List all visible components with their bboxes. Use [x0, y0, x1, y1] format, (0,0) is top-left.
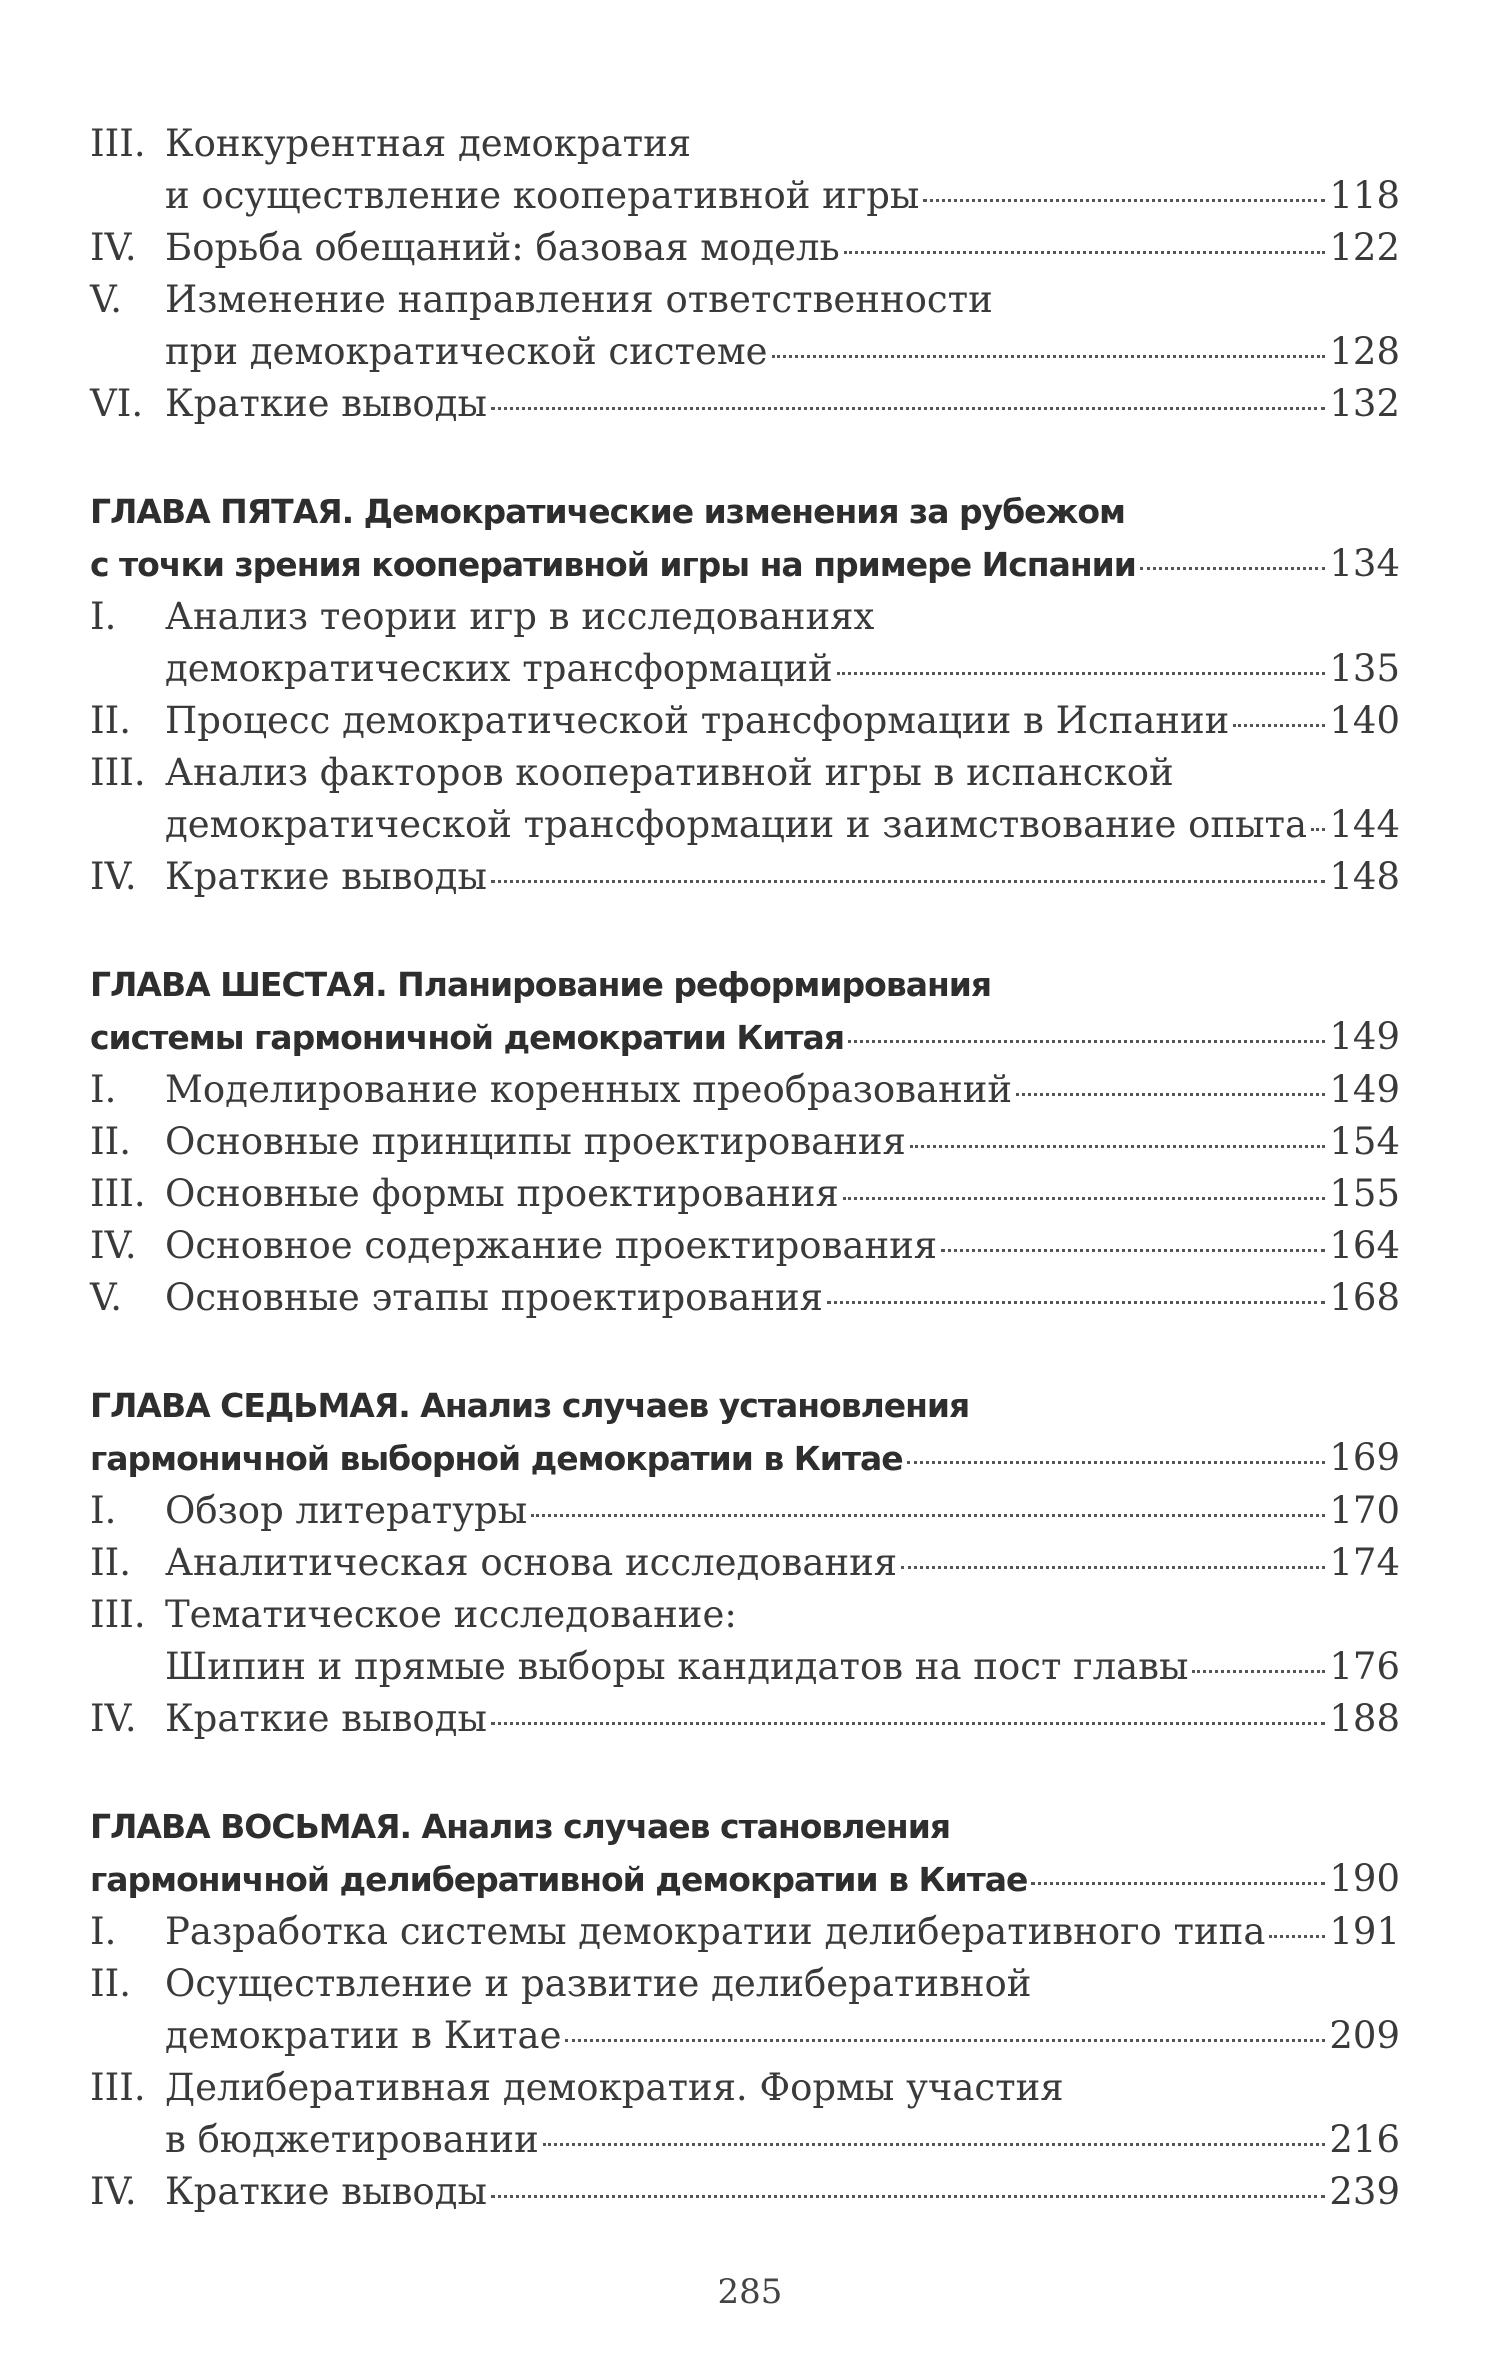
- leader-dots: [491, 1722, 1325, 1725]
- entry-page-number: 191: [1329, 1910, 1400, 1953]
- leader-dots: [910, 1145, 1326, 1148]
- entry-title: Анализ теории игр в исследованиях: [165, 595, 875, 638]
- toc-entry: [90, 591, 1400, 695]
- entry-title: Обзор литературы: [165, 1489, 528, 1532]
- entry-page-number: 118: [1329, 174, 1400, 217]
- toc-entry-line: [90, 1116, 1400, 1168]
- chapter-heading-text: гармоничной делиберативной демократии в Китае: [90, 1860, 1028, 1899]
- entry-page-number: 216: [1329, 2118, 1400, 2161]
- toc-section: [90, 1801, 1400, 2218]
- toc-entry: [90, 2166, 1400, 2218]
- entry-title: Основные принципы проектирования: [165, 1120, 906, 1163]
- entry-page-number: 188: [1329, 1697, 1400, 1740]
- entry-number: IV.: [90, 1224, 137, 1267]
- toc-entry: [90, 1220, 1400, 1272]
- toc-section: [90, 1380, 1400, 1745]
- entry-number: IV.: [90, 855, 137, 898]
- entry-title: Изменение направления ответственности: [165, 278, 993, 321]
- toc-entry-line: [90, 274, 1400, 326]
- entry-number: II.: [90, 1541, 131, 1584]
- toc-entry-line: [90, 591, 1400, 643]
- entry-number: III.: [90, 751, 146, 794]
- entry-title: Шипин и прямые выборы кандидатов на пост главы: [165, 1645, 1189, 1688]
- toc-entry-line: [90, 1589, 1400, 1641]
- entry-number: III.: [90, 2066, 146, 2109]
- toc-entry-line: [90, 2166, 1400, 2218]
- chapter-heading-text: с точки зрения кооперативной игры на примере Испании: [90, 545, 1136, 584]
- leader-dots: [1269, 1935, 1325, 1938]
- toc-entry-line: [90, 851, 1400, 903]
- entry-number: II.: [90, 699, 131, 742]
- entry-page-number: 132: [1329, 382, 1400, 425]
- leader-dots: [827, 1301, 1325, 1304]
- entry-title: Краткие выводы: [165, 1697, 487, 1740]
- entry-title: Тематическое исследование:: [165, 1593, 737, 1636]
- chapter-page-number: 169: [1329, 1436, 1400, 1479]
- entry-number: V.: [90, 278, 123, 321]
- toc-entry-line: [90, 326, 1400, 378]
- chapter-heading-line: [90, 1853, 1400, 1906]
- table-of-contents: [90, 118, 1400, 2218]
- chapter-heading-line: [90, 1801, 1400, 1853]
- entry-title: и осуществление кооперативной игры: [165, 174, 920, 217]
- chapter-heading-line: [90, 1432, 1400, 1485]
- chapter-heading-text: системы гармоничной демократии Китая: [90, 1018, 845, 1057]
- toc-entry: [90, 1485, 1400, 1537]
- entry-number: III.: [90, 122, 146, 165]
- toc-entry: [90, 1906, 1400, 1958]
- entry-title: Осуществление и развитие делиберативной: [165, 1962, 1032, 2005]
- toc-entry: [90, 1537, 1400, 1589]
- leader-dots: [1311, 828, 1325, 831]
- entry-number: IV.: [90, 226, 137, 269]
- entry-title: Краткие выводы: [165, 2170, 487, 2213]
- entry-title: Аналитическая основа исследования: [165, 1541, 898, 1584]
- leader-dots: [1140, 567, 1325, 570]
- entry-title: Борьба обещаний: базовая модель: [165, 226, 840, 269]
- entry-number: III.: [90, 1172, 146, 1215]
- page-number: 285: [717, 2272, 783, 2312]
- entry-number: I.: [90, 595, 117, 638]
- entry-page-number: 154: [1329, 1120, 1400, 1163]
- leader-dots: [543, 2143, 1326, 2146]
- leader-dots: [907, 1461, 1326, 1464]
- toc-entry: [90, 1064, 1400, 1116]
- chapter-page-number: 149: [1329, 1015, 1400, 1058]
- entry-title: Анализ факторов кооперативной игры в испанской: [165, 751, 1174, 794]
- entry-number: I.: [90, 1068, 117, 1111]
- chapter-heading-line: [90, 1380, 1400, 1432]
- toc-entry: [90, 851, 1400, 903]
- toc-entry: [90, 1693, 1400, 1745]
- toc-entry-line: [90, 747, 1400, 799]
- toc-entry-line: [90, 170, 1400, 222]
- entry-page-number: 122: [1329, 226, 1400, 269]
- toc-entry-line: [90, 1958, 1400, 2010]
- toc-entry-line: [90, 2114, 1400, 2166]
- chapter-heading-line: [90, 486, 1400, 538]
- toc-entry: [90, 1116, 1400, 1168]
- leader-dots: [491, 880, 1325, 883]
- chapter-heading-text: ГЛАВА СЕДЬМАЯ. Анализ случаев установления: [90, 1386, 970, 1425]
- chapter-heading-text: ГЛАВА ВОСЬМАЯ. Анализ случаев становления: [90, 1807, 951, 1846]
- entry-title: Краткие выводы: [165, 382, 487, 425]
- leader-dots: [844, 251, 1326, 254]
- entry-page-number: 149: [1329, 1068, 1400, 1111]
- entry-page-number: 174: [1329, 1541, 1400, 1584]
- toc-entry-line: [90, 118, 1400, 170]
- entry-title: Делиберативная демократия. Формы участия: [165, 2066, 1064, 2109]
- leader-dots: [941, 1249, 1325, 1252]
- entry-title: в бюджетировании: [165, 2118, 539, 2161]
- entry-page-number: 168: [1329, 1276, 1400, 1319]
- toc-entry: [90, 1272, 1400, 1324]
- toc-entry: [90, 378, 1400, 430]
- entry-title: Процесс демократической трансформации в Испании: [165, 699, 1230, 742]
- toc-entry: [90, 1589, 1400, 1693]
- chapter-heading-text: ГЛАВА ПЯТАЯ. Демократические изменения за рубежом: [90, 492, 1126, 531]
- entry-page-number: 155: [1329, 1172, 1400, 1215]
- entry-number: VI.: [90, 382, 144, 425]
- entry-number: IV.: [90, 2170, 137, 2213]
- entry-page-number: 164: [1329, 1224, 1400, 1267]
- toc-entry-line: [90, 799, 1400, 851]
- chapter-heading-line: [90, 538, 1400, 591]
- entry-title: Основные формы проектирования: [165, 1172, 839, 1215]
- entry-page-number: 239: [1329, 2170, 1400, 2213]
- toc-entry: [90, 274, 1400, 378]
- entry-page-number: 135: [1329, 647, 1400, 690]
- toc-entry-line: [90, 2010, 1400, 2062]
- toc-entry-line: [90, 1485, 1400, 1537]
- chapter-page-number: 190: [1329, 1857, 1400, 1900]
- leader-dots: [837, 672, 1326, 675]
- toc-entry-line: [90, 1537, 1400, 1589]
- toc-section: [90, 118, 1400, 430]
- toc-entry-line: [90, 1641, 1400, 1693]
- entry-title: Краткие выводы: [165, 855, 487, 898]
- leader-dots: [1016, 1093, 1325, 1096]
- entry-title: Конкурентная демократия: [165, 122, 692, 165]
- chapter-heading-text: гармоничной выборной демократии в Китае: [90, 1439, 903, 1478]
- toc-entry-line: [90, 2062, 1400, 2114]
- toc-entry-line: [90, 643, 1400, 695]
- entry-number: I.: [90, 1489, 117, 1532]
- chapter-heading-text: ГЛАВА ШЕСТАЯ. Планирование реформирования: [90, 965, 992, 1004]
- toc-entry-line: [90, 695, 1400, 747]
- chapter-heading-line: [90, 959, 1400, 1011]
- leader-dots: [491, 407, 1325, 410]
- toc-entry: [90, 2062, 1400, 2166]
- leader-dots: [843, 1197, 1326, 1200]
- entry-page-number: 140: [1329, 699, 1400, 742]
- entry-page-number: 148: [1329, 855, 1400, 898]
- leader-dots: [1031, 1882, 1325, 1885]
- entry-page-number: 176: [1329, 1645, 1400, 1688]
- chapter-page-number: 134: [1329, 542, 1400, 585]
- leader-dots: [1233, 724, 1325, 727]
- toc-entry-line: [90, 222, 1400, 274]
- entry-number: V.: [90, 1276, 123, 1319]
- leader-dots: [848, 1040, 1325, 1043]
- leader-dots: [491, 2195, 1325, 2198]
- toc-entry: [90, 118, 1400, 222]
- leader-dots: [923, 199, 1325, 202]
- entry-title: Основные этапы проектирования: [165, 1276, 823, 1319]
- leader-dots: [565, 2039, 1325, 2042]
- toc-section: [90, 959, 1400, 1324]
- entry-page-number: 144: [1329, 803, 1400, 846]
- toc-entry-line: [90, 1064, 1400, 1116]
- toc-section: [90, 486, 1400, 903]
- toc-entry-line: [90, 378, 1400, 430]
- chapter-heading-line: [90, 1011, 1400, 1064]
- entry-title: Моделирование коренных преобразований: [165, 1068, 1013, 1111]
- toc-entry: [90, 1958, 1400, 2062]
- entry-title: демократии в Китае: [165, 2014, 562, 2057]
- toc-entry: [90, 695, 1400, 747]
- leader-dots: [901, 1566, 1325, 1569]
- entry-page-number: 128: [1329, 330, 1400, 373]
- entry-title: демократической трансформации и заимствование опыта: [165, 803, 1308, 846]
- entry-number: I.: [90, 1910, 117, 1953]
- leader-dots: [1192, 1670, 1325, 1673]
- entry-number: IV.: [90, 1697, 137, 1740]
- toc-entry-line: [90, 1906, 1400, 1958]
- entry-number: III.: [90, 1593, 146, 1636]
- toc-entry-line: [90, 1168, 1400, 1220]
- toc-entry-line: [90, 1220, 1400, 1272]
- toc-entry: [90, 222, 1400, 274]
- toc-entry-line: [90, 1272, 1400, 1324]
- entry-title: Разработка системы демократии делиберативного типа: [165, 1910, 1266, 1953]
- entry-number: II.: [90, 1962, 131, 2005]
- entry-number: II.: [90, 1120, 131, 1163]
- toc-entry: [90, 747, 1400, 851]
- leader-dots: [531, 1514, 1325, 1517]
- entry-page-number: 170: [1329, 1489, 1400, 1532]
- entry-title: при демократической системе: [165, 330, 768, 373]
- entry-title: демократических трансформаций: [165, 647, 833, 690]
- toc-entry: [90, 1168, 1400, 1220]
- entry-page-number: 209: [1329, 2014, 1400, 2057]
- entry-title: Основное содержание проектирования: [165, 1224, 938, 1267]
- leader-dots: [772, 355, 1326, 358]
- toc-entry-line: [90, 1693, 1400, 1745]
